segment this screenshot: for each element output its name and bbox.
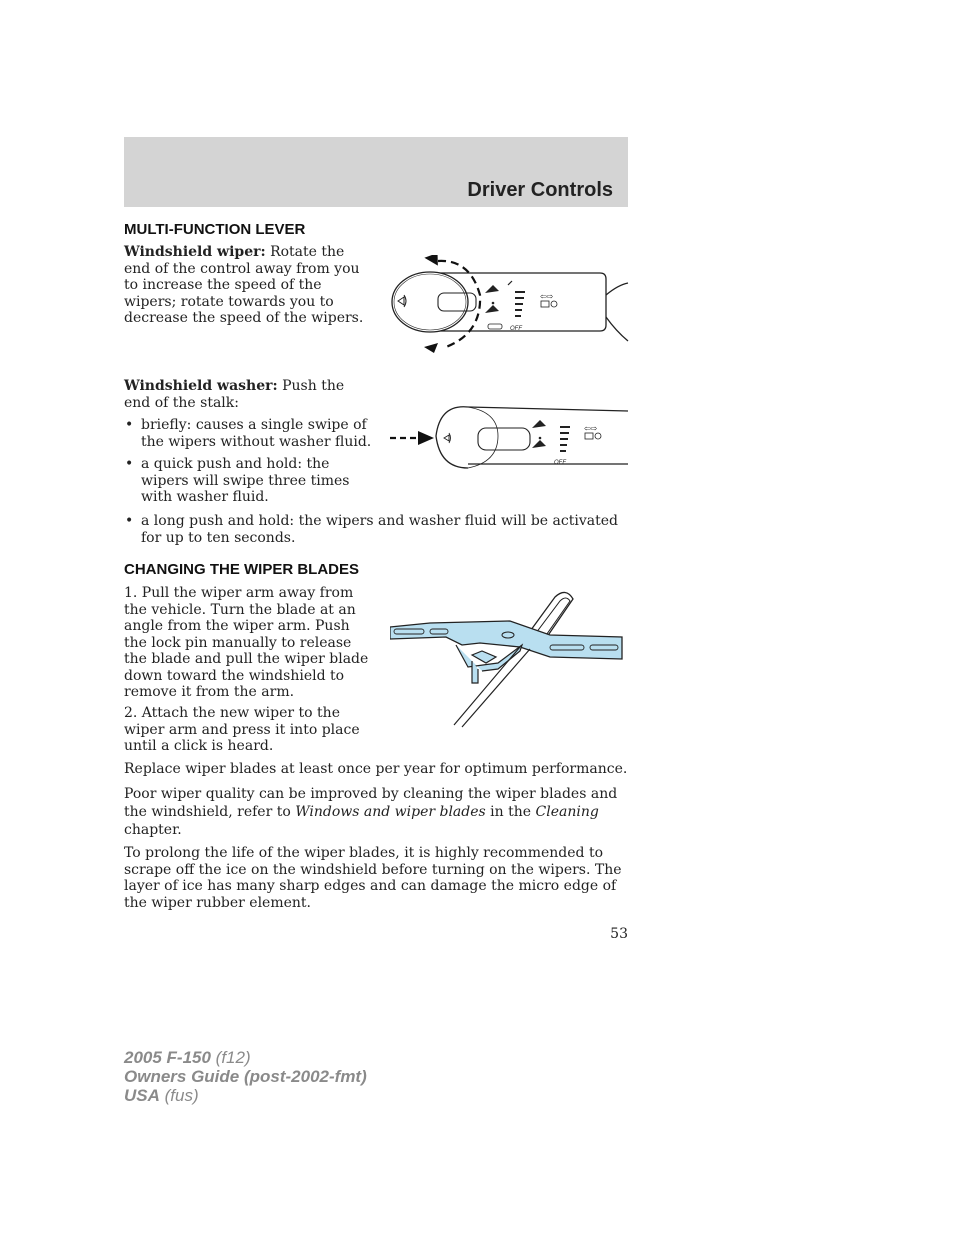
chapter-header-band <box>124 137 628 207</box>
footer-model: 2005 F-150 <box>124 1048 211 1067</box>
svg-text:⇦⇨: ⇦⇨ <box>540 292 554 301</box>
document-footer: 2005 F-150 (f12) Owners Guide (post-2002-fmt) USA (fus) <box>124 1048 367 1105</box>
speed-symbols-icon <box>532 420 570 452</box>
section-heading-multi-function-lever: MULTI-FUNCTION LEVER <box>124 221 306 238</box>
off-label: OFF <box>554 460 566 466</box>
paragraph-replace: Replace wiper blades at least once per year for optimum performance. <box>124 761 628 777</box>
step-2: 2. Attach the new wiper to the wiper arm and press it into place until a click is heard. <box>124 705 360 754</box>
off-label: OFF <box>510 326 522 332</box>
washer-paragraph <box>124 378 374 411</box>
footer-market: USA <box>124 1086 160 1105</box>
wiper-paragraph <box>124 244 374 327</box>
washer-bullet-list-continued <box>124 513 628 552</box>
wiper-label: Windshield wiper: <box>124 244 266 260</box>
wiper-text: Rotate the end of the control away from you to increase the speed of the wipers; rotate towards you to decrease the speed of the wipers. <box>124 244 364 326</box>
push-arrow-icon <box>418 431 434 445</box>
wiper-blade-figure <box>390 585 624 730</box>
svg-text:⇦⇨: ⇦⇨ <box>584 424 598 433</box>
page-number: 53 <box>610 926 628 942</box>
paragraph-ice: To prolong the life of the wiper blades, it is highly recommended to scrape off the ice on the windshield before turning on the wipers. The layer of ice has many sharp edges and can damage the micro edge of the wiper rubber element. <box>124 845 622 911</box>
lever-push-figure <box>388 400 630 475</box>
cross-reference-cleaning: Cleaning <box>535 804 599 820</box>
footer-guide: Owners Guide (post-2002-fmt) <box>124 1067 367 1086</box>
step-1: 1. Pull the wiper arm away from the vehicle. Turn the blade at an angle from the wiper arm. Push the lock pin manually to release the blade and pull the wiper blade down toward the windshield to remove it from the arm. <box>124 585 369 700</box>
list-item: • a quick push and hold: the wipers will swipe three times with washer fluid. <box>124 456 376 506</box>
lever-rotate-figure <box>390 255 630 355</box>
lock-pin <box>472 651 496 663</box>
chapter-title: Driver Controls <box>467 179 613 201</box>
list-item: • briefly: causes a single swipe of the wipers without washer fluid. <box>124 417 376 450</box>
wiper-arm-blade <box>390 621 622 659</box>
washer-text: Push the end of the stalk: <box>124 378 345 411</box>
list-item: • a long push and hold: the wipers and washer fluid will be activated for up to ten seconds. <box>124 513 628 546</box>
section-heading-changing-wiper-blades: CHANGING THE WIPER BLADES <box>124 561 360 578</box>
cross-reference-windows-wiper-blades: Windows and wiper blades <box>295 804 486 820</box>
washer-label: Windshield washer: <box>124 378 278 394</box>
washer-symbol-icon <box>584 424 601 439</box>
paragraph-cleaning: Poor wiper quality can be improved by cleaning the wiper blades and the windshield, refer to Windows and wiper blades in the Cleaning chapter. <box>124 786 618 838</box>
washer-bullet-list <box>124 417 376 512</box>
